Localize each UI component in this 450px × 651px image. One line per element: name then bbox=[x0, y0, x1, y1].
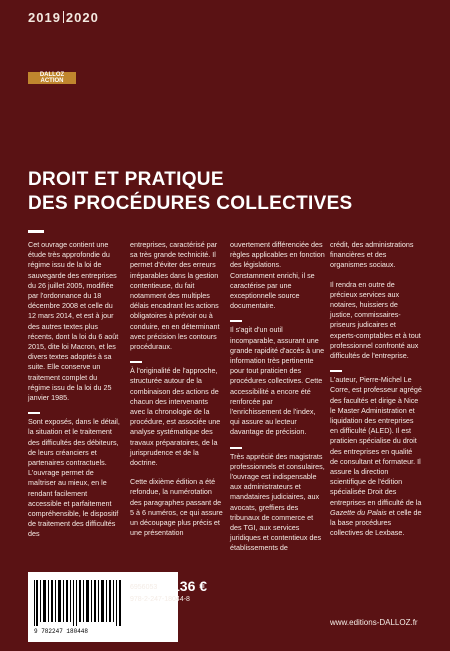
text-column-1 bbox=[28, 240, 120, 549]
isbn: 978-2-247-18044-8 bbox=[130, 596, 190, 603]
paragraph-rule bbox=[130, 361, 142, 363]
book-title bbox=[28, 168, 353, 216]
paragraph: À l'originalité de l'approche, structurée autour de la combinaison des actions de chacun des intervenants avec la chronologie de la procédure, est associée une analyse systématique des travaux préparatoires, de la jurisprudence et de la doctrine. bbox=[130, 366, 221, 468]
badge-line-2: ACTION bbox=[40, 78, 64, 84]
paragraph-rule bbox=[330, 370, 342, 372]
collection-badge bbox=[28, 72, 76, 84]
product-code: 6956053 bbox=[130, 584, 158, 591]
barcode-icon bbox=[32, 580, 122, 626]
author-text-end: et celle de la base procédures collectives de Lexbase. bbox=[330, 507, 422, 538]
price: 136 € bbox=[172, 578, 208, 594]
year-end: 2020 bbox=[65, 10, 99, 25]
paragraph: ouvertement différenciée des règles applicables en fonction des législations. Constamment enrichi, il se caractérise par une exceptionnelle source documentaire. bbox=[230, 240, 325, 311]
text-column-4 bbox=[330, 240, 422, 547]
paragraph: Sont exposés, dans le détail, la situation et le traitement des difficultés des débiteurs, de leurs créanciers et partenaires contractuels. L'ouvrage permet de maîtriser au mieux, en le rendant facilement accessible et parfaitement compréhensible, le dispositif de traitement des difficultés des bbox=[28, 417, 120, 539]
title-line-1: DROIT ET PRATIQUE bbox=[28, 169, 224, 190]
paragraph: Il rendra en outre de précieux services aux notaires, huissiers de justice, commissaires-priseurs judicaires et experts-comptables et à tout professionnel confronté aux difficultés de l'entreprise. bbox=[330, 279, 421, 361]
paragraph-rule bbox=[230, 447, 242, 449]
text-column-3 bbox=[230, 240, 325, 563]
author-text: L'auteur, Pierre-Michel Le Corre, est professeur agrégé des facultés et dirige à Nice le Master Administration et liquidation des entreprises en difficulté (ALED). Il est praticien spécialise du droit des entreprises en qualité de consultant et formateur. Il assure la direction scientifique de l'édition spécialisée Droit des entreprises en difficulté de la bbox=[330, 375, 422, 507]
publication-name: Gazette du Palais bbox=[330, 507, 387, 517]
title-line-2: DES PROCÉDURES COLLECTIVES bbox=[28, 193, 353, 214]
author-paragraph bbox=[330, 375, 422, 538]
paragraph-rule bbox=[230, 320, 242, 322]
year-start: 2019 bbox=[28, 10, 61, 25]
barcode-digits: 9 782247 180448 bbox=[34, 628, 89, 635]
year-separator bbox=[63, 11, 64, 23]
paragraph: Très apprécié des magistrats professionnels et consulaires, l'ouvrage est indispensable aux administrateurs et mandataires judiciaires, aux avocats, greffiers des tribunaux de commerce et des TGI, aux services juridiques et contentieux des établissements de bbox=[230, 451, 325, 553]
badge-line-1: DALLOZ bbox=[39, 72, 65, 78]
paragraph: Cet ouvrage contient une étude très approfondie du régime issu de la loi de sauvegarde des entreprises du 26 juillet 2005, modifiée par l'ordonnance du 18 décembre 2008 et celle du 12 mars 2014, et est à jour des autres textes plus récents, dont la loi du 6 août 2015, dite loi Macron, et les divers textes adoptés à sa suite. Elle conserve un traitement complet du régime issu de la loi du 25 janvier 1985. bbox=[28, 240, 119, 403]
paragraph: entreprises, caractérisé par sa très grande technicité. Il permet d'éviter des erreurs irréparables dans la gestion contentieuse, du fait notamment des multiples délais encadrant les actions obligatoires à prévoir ou à conduire, en en déterminant avec précision les contours procéduraux. bbox=[130, 240, 220, 352]
edition-year bbox=[28, 10, 99, 25]
paragraph: Il s'agit d'un outil incomparable, assurant une grande rapidité d'accès à une information très pertinente pour tout praticien des procédures collectives. Cette accessibilité a encore été renforcée par l'enrichissement de l'index, qui assure au lecteur davantage de précision. bbox=[230, 325, 325, 437]
paragraph: Cette dixième édition a été refondue, la numérotation des paragraphes passant de 5 à 6 numéros, ce qui assure un découpage plus précis et une présentation bbox=[130, 477, 223, 538]
title-rule bbox=[28, 230, 44, 233]
publisher-website: www.editions-DALLOZ.fr bbox=[330, 618, 418, 627]
text-column-2 bbox=[130, 240, 225, 547]
paragraph: crédit, des administrations financières et des organismes sociaux. bbox=[330, 240, 414, 270]
paragraph-rule bbox=[28, 412, 40, 414]
